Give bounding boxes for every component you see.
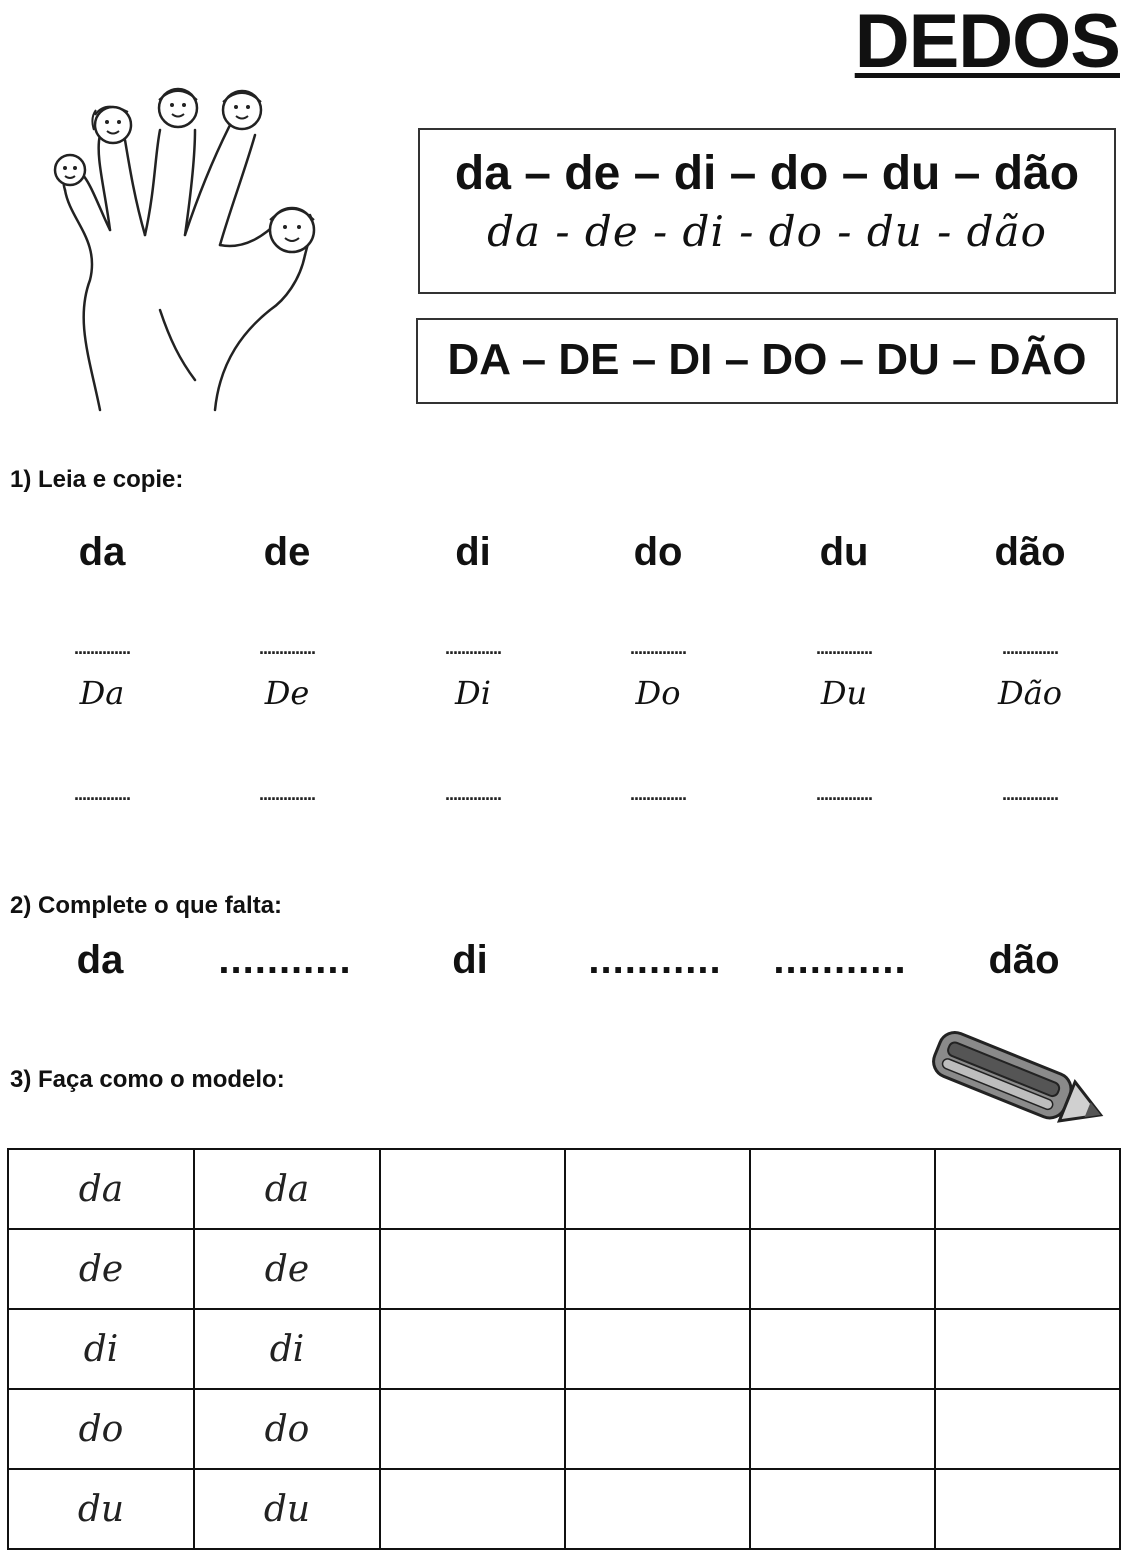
table-row	[8, 1389, 1120, 1469]
answer-cell[interactable]	[380, 1149, 565, 1229]
answer-cell[interactable]	[750, 1229, 935, 1309]
syllables-cursive: da - de - di - do - du - dão	[487, 207, 1047, 256]
question-1-label: 1) Leia e copie:	[10, 466, 184, 493]
table-row	[8, 1229, 1120, 1309]
q1-syllable: da	[78, 530, 126, 574]
writing-blank[interactable]: ..............	[73, 638, 130, 658]
q1-syllable: de	[263, 530, 311, 574]
page-title: DEDOS	[854, 0, 1120, 84]
model-cell: de	[8, 1229, 194, 1309]
syllable-box-uppercase: DA – DE – DI – DO – DU – DÃO	[416, 318, 1118, 404]
model-cell: du	[8, 1469, 194, 1549]
q2-item: di	[452, 938, 488, 982]
q1-cursive-cap: Di	[455, 674, 491, 712]
pencil-icon	[918, 1028, 1114, 1140]
finger-family-illustration	[30, 60, 350, 420]
model-cell: do	[8, 1389, 194, 1469]
writing-blank[interactable]: ..............	[629, 638, 686, 658]
q2-item: da	[76, 938, 124, 982]
writing-blank[interactable]: ..............	[73, 784, 130, 804]
answer-cell[interactable]	[380, 1389, 565, 1469]
table-row	[8, 1309, 1120, 1389]
writing-blank[interactable]: ..............	[815, 638, 872, 658]
q1-syllable: di	[455, 530, 491, 574]
q2-blank[interactable]: ...........	[588, 938, 722, 982]
answer-cell[interactable]	[750, 1149, 935, 1229]
model-cell: du	[194, 1469, 380, 1549]
q2-blank[interactable]: ...........	[218, 938, 352, 982]
table-row	[8, 1469, 1120, 1549]
answer-cell[interactable]	[565, 1469, 750, 1549]
q1-cursive-cap: Da	[79, 674, 125, 712]
q1-cursive-cap: Do	[635, 674, 681, 712]
writing-blank[interactable]: ..............	[1001, 638, 1058, 658]
answer-cell[interactable]	[935, 1389, 1120, 1469]
q2-item: dão	[988, 938, 1060, 982]
answer-cell[interactable]	[935, 1469, 1120, 1549]
answer-cell[interactable]	[380, 1309, 565, 1389]
q1-syllable: do	[633, 530, 683, 574]
syllable-box-lowercase	[418, 128, 1116, 294]
q1-syllable: dão	[994, 530, 1066, 574]
writing-blank[interactable]: ..............	[258, 784, 315, 804]
table-row	[8, 1149, 1120, 1229]
answer-cell[interactable]	[565, 1309, 750, 1389]
question-3-label: 3) Faça como o modelo:	[10, 1066, 285, 1093]
answer-cell[interactable]	[565, 1149, 750, 1229]
question-2-label: 2) Complete o que falta:	[10, 892, 283, 919]
answer-cell[interactable]	[935, 1149, 1120, 1229]
writing-blank[interactable]: ..............	[629, 784, 686, 804]
answer-cell[interactable]	[935, 1309, 1120, 1389]
model-cell: da	[8, 1149, 194, 1229]
q1-cursive-cap: De	[264, 674, 310, 712]
answer-cell[interactable]	[380, 1229, 565, 1309]
model-cell: de	[194, 1229, 380, 1309]
writing-blank[interactable]: ..............	[815, 784, 872, 804]
answer-cell[interactable]	[565, 1229, 750, 1309]
q1-syllable: du	[819, 530, 869, 574]
q1-cursive-cap: Du	[820, 674, 868, 712]
model-cell: di	[8, 1309, 194, 1389]
writing-blank[interactable]: ..............	[1001, 784, 1058, 804]
answer-cell[interactable]	[750, 1309, 935, 1389]
answer-cell[interactable]	[750, 1469, 935, 1549]
answer-cell[interactable]	[935, 1229, 1120, 1309]
model-cell: di	[194, 1309, 380, 1389]
answer-cell[interactable]	[750, 1389, 935, 1469]
answer-cell[interactable]	[380, 1469, 565, 1549]
q2-blank[interactable]: ...........	[773, 938, 907, 982]
q1-cursive-cap: Dão	[998, 674, 1062, 712]
syllables-print: da – de – di – do – du – dão	[454, 147, 1080, 200]
model-cell: do	[194, 1389, 380, 1469]
writing-blank[interactable]: ..............	[258, 638, 315, 658]
model-cell: da	[194, 1149, 380, 1229]
writing-blank[interactable]: ..............	[444, 638, 501, 658]
answer-cell[interactable]	[565, 1389, 750, 1469]
copy-model-table	[7, 1148, 1121, 1550]
writing-blank[interactable]: ..............	[444, 784, 501, 804]
